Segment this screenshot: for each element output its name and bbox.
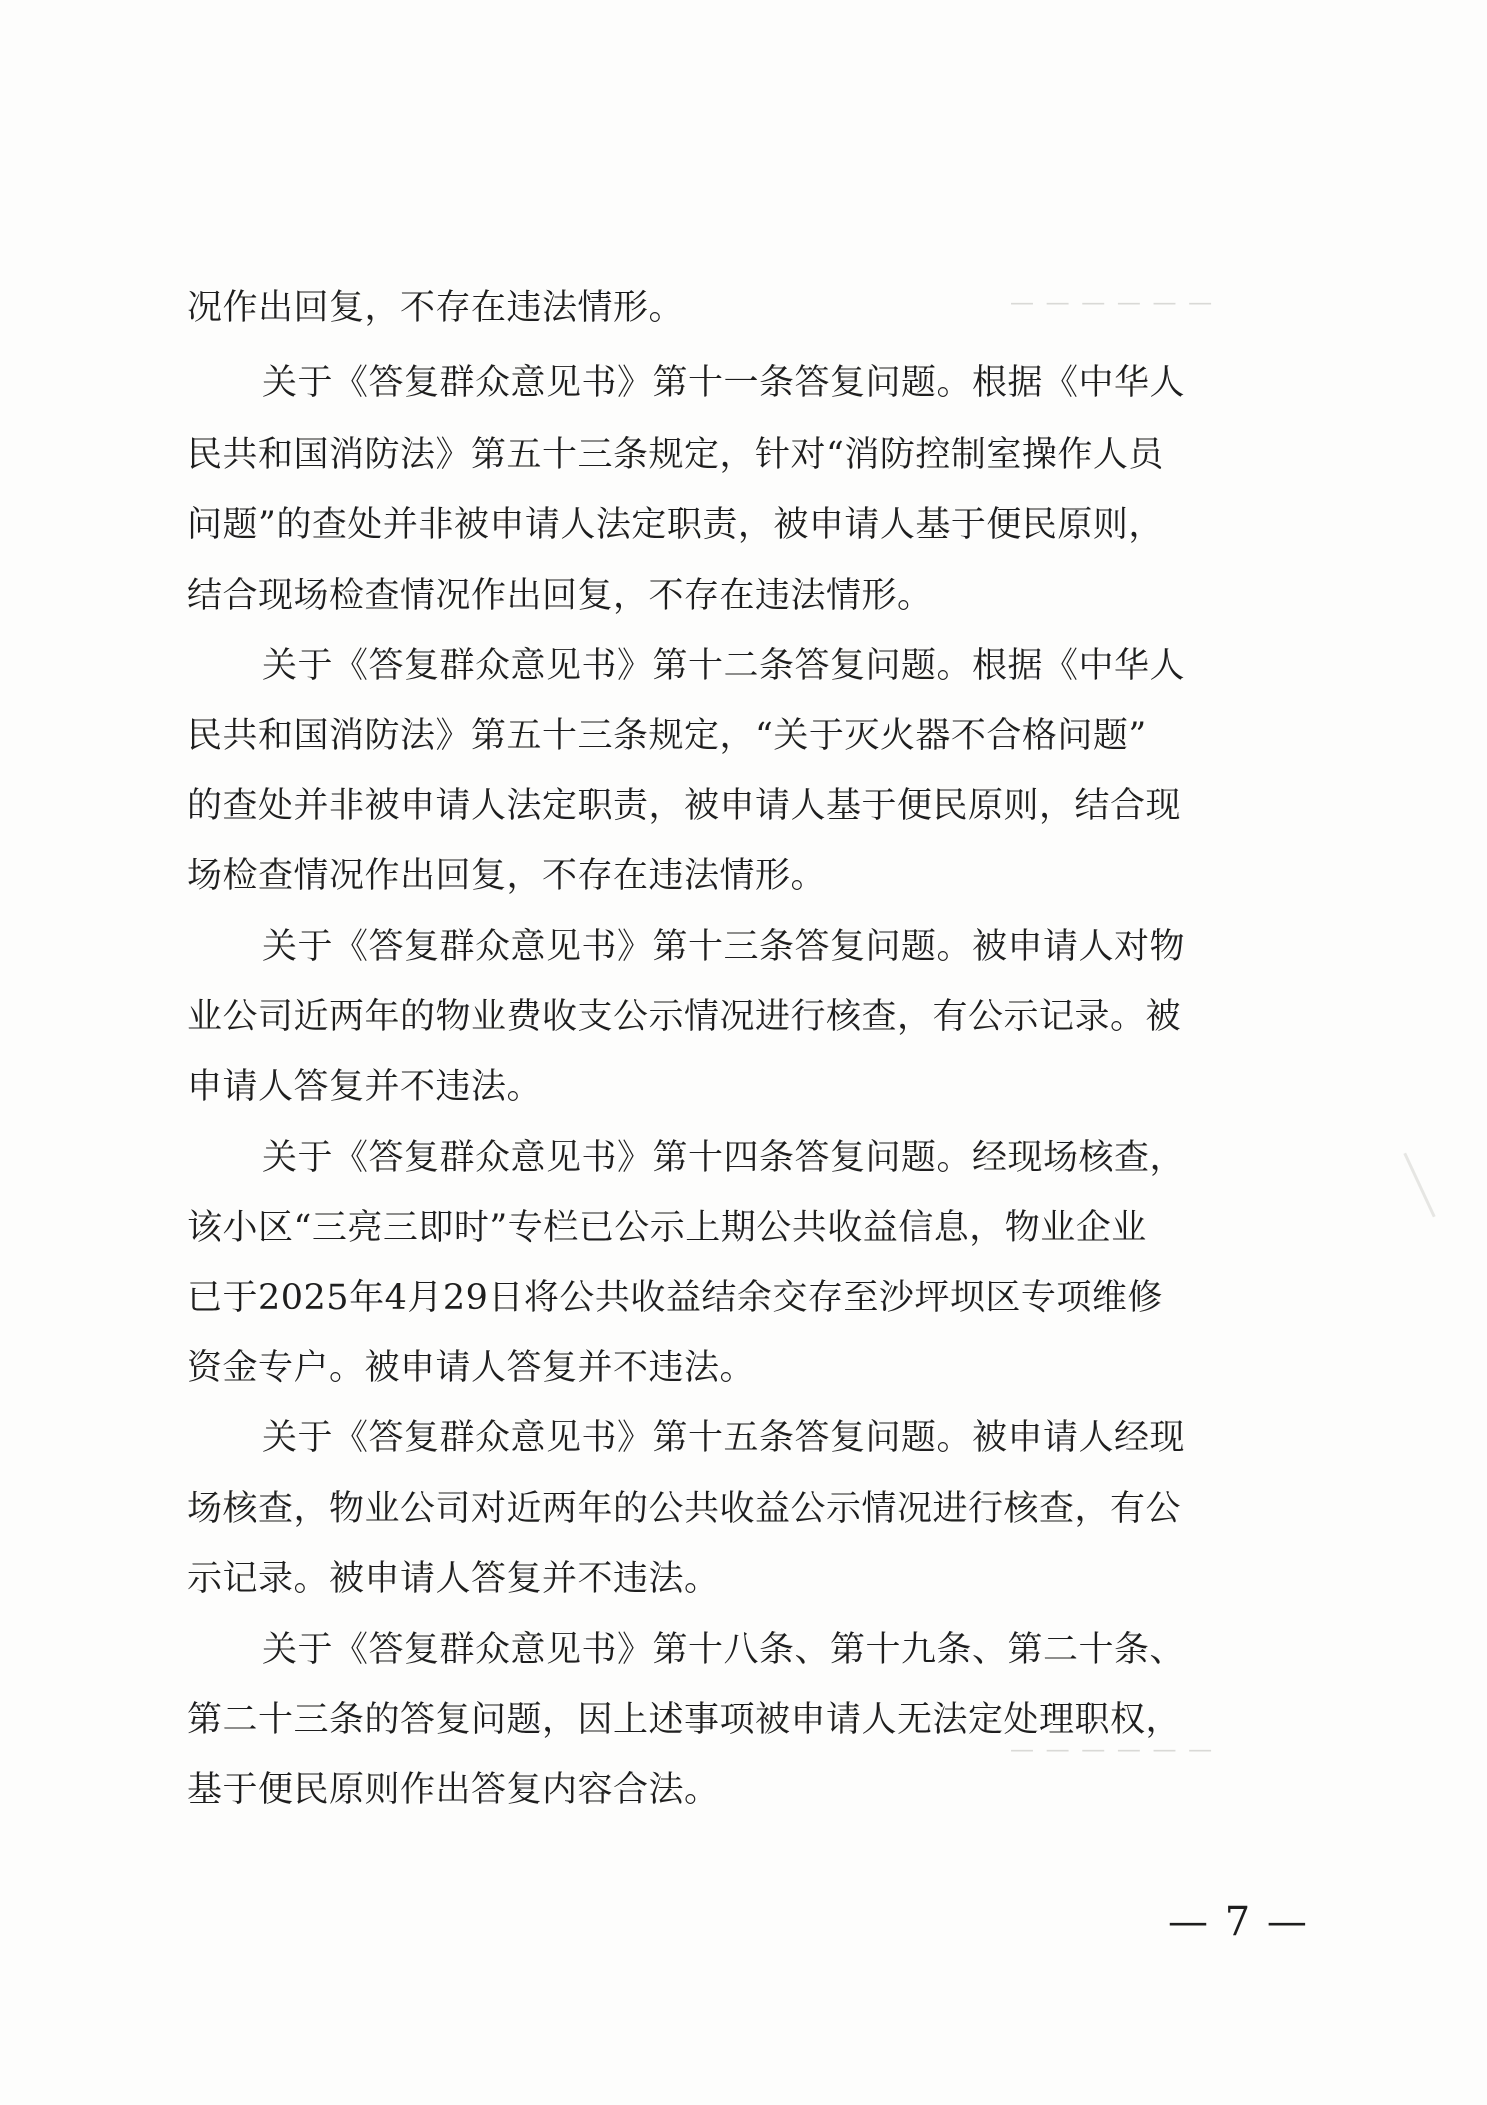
paragraph-line: 该小区“三亮三即时”专栏已公示上期公共收益信息，物业企业 <box>187 1208 1147 1248</box>
paragraph-line: 第二十三条的答复问题，因上述事项被申请人无法定处理职权， <box>187 1700 1182 1740</box>
paragraph-line: 已于2025年4月29日将公共收益结余交存至沙坪坝区专项维修 <box>187 1278 1163 1318</box>
paragraph-first-line: 关于《答复群众意见书》第十五条答复问题。被申请人经现 <box>262 1418 1186 1458</box>
paragraph-first-line: 关于《答复群众意见书》第十四条答复问题。经现场核查， <box>262 1138 1186 1178</box>
paragraph-first-line: 关于《答复群众意见书》第十三条答复问题。被申请人对物 <box>262 927 1186 967</box>
paragraph-line: 问题”的查处并非被申请人法定职责，被申请人基于便民原则， <box>187 505 1164 545</box>
scan-mark <box>1403 1153 1435 1218</box>
paragraph-line: 民共和国消防法》第五十三条规定，针对“消防控制室操作人员 <box>187 435 1164 475</box>
paragraph-line: 民共和国消防法》第五十三条规定，“关于灭火器不合格问题” <box>187 716 1147 756</box>
page-number: — 7 — <box>1168 1899 1309 1945</box>
paragraph-line: 的查处并非被申请人法定职责，被申请人基于便民原则，结合现 <box>187 786 1182 826</box>
bleed-through: — — — — — — <box>1010 288 1215 316</box>
paragraph-line: 基于便民原则作出答复内容合法。 <box>187 1770 720 1810</box>
bleed-through: — — — — — — <box>1010 1735 1215 1763</box>
paragraph-line: 申请人答复并不违法。 <box>187 1067 543 1107</box>
paragraph-line: 结合现场检查情况作出回复，不存在违法情形。 <box>187 576 933 616</box>
paragraph-line: 况作出回复，不存在违法情形。 <box>187 288 685 328</box>
paragraph-line: 场检查情况作出回复，不存在违法情形。 <box>187 856 827 896</box>
paragraph-line: 场核查，物业公司对近两年的公共收益公示情况进行核查，有公 <box>187 1489 1182 1529</box>
paragraph-line: 示记录。被申请人答复并不违法。 <box>187 1559 720 1599</box>
paragraph-first-line: 关于《答复群众意见书》第十八条、第十九条、第二十条、 <box>262 1630 1186 1670</box>
paragraph-line: 业公司近两年的物业费收支公示情况进行核查，有公示记录。被 <box>187 997 1182 1037</box>
paragraph-first-line: 关于《答复群众意见书》第十二条答复问题。根据《中华人 <box>262 646 1186 686</box>
paragraph-first-line: 关于《答复群众意见书》第十一条答复问题。根据《中华人 <box>262 363 1186 403</box>
paragraph-line: 资金专户。被申请人答复并不违法。 <box>187 1348 756 1388</box>
